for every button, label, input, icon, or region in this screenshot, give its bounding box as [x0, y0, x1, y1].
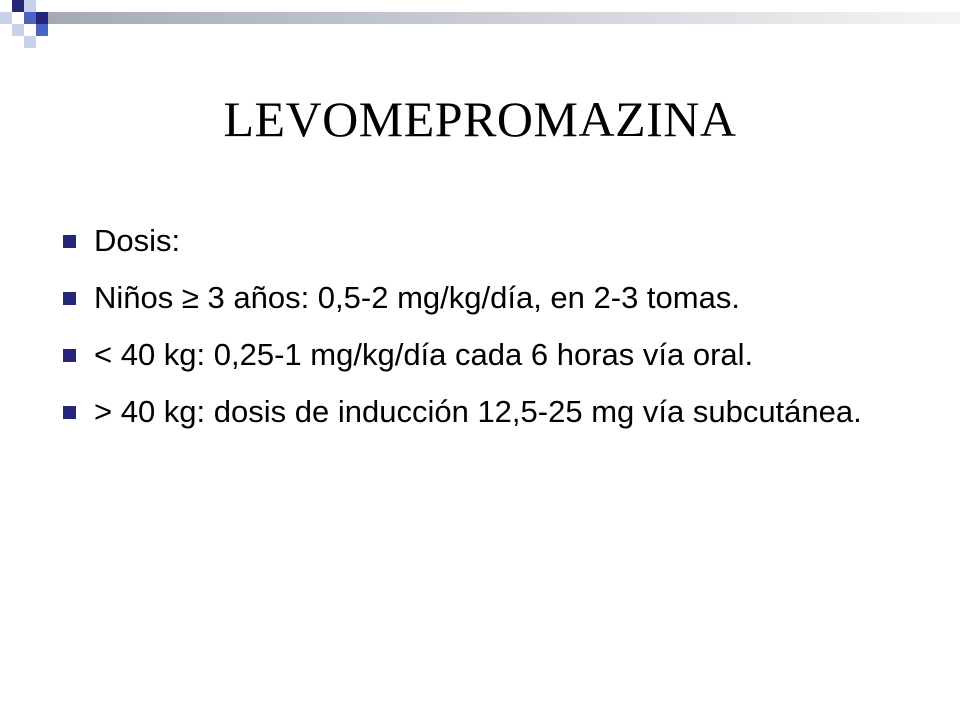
bullet-text: Niños ≥ 3 años: 0,5-2 mg/kg/día, en 2-3 tomas.: [94, 280, 740, 315]
decor-square-4: [24, 12, 36, 24]
slide-title: LEVOMEPROMAZINA: [223, 91, 737, 147]
decor-square-8: [24, 36, 36, 48]
bullet-item-ninos: [60, 276, 920, 320]
square-bullet-icon: [63, 292, 76, 305]
bullet-text: Dosis:: [94, 223, 181, 258]
decor-square-6: [12, 24, 24, 36]
bullet-text: > 40 kg: dosis de inducción 12,5-25 mg vía subcutánea.: [94, 394, 862, 429]
decor-square-3: [0, 12, 12, 24]
bullet-item-mas-40kg: [60, 390, 920, 434]
bullet-list: [60, 219, 920, 447]
decor-square-1: [12, 0, 24, 12]
square-bullet-icon: [63, 235, 76, 248]
bullet-item-dosis: [60, 219, 920, 263]
bullet-item-menos-40kg: [60, 333, 920, 377]
header-gradient-bar: [48, 12, 960, 24]
bullet-text: < 40 kg: 0,25-1 mg/kg/día cada 6 horas vía oral.: [94, 337, 754, 372]
decor-square-7: [36, 24, 48, 36]
decor-square-5: [36, 12, 48, 24]
square-bullet-icon: [63, 406, 76, 419]
decor-square-2: [24, 0, 36, 12]
square-bullet-icon: [63, 349, 76, 362]
